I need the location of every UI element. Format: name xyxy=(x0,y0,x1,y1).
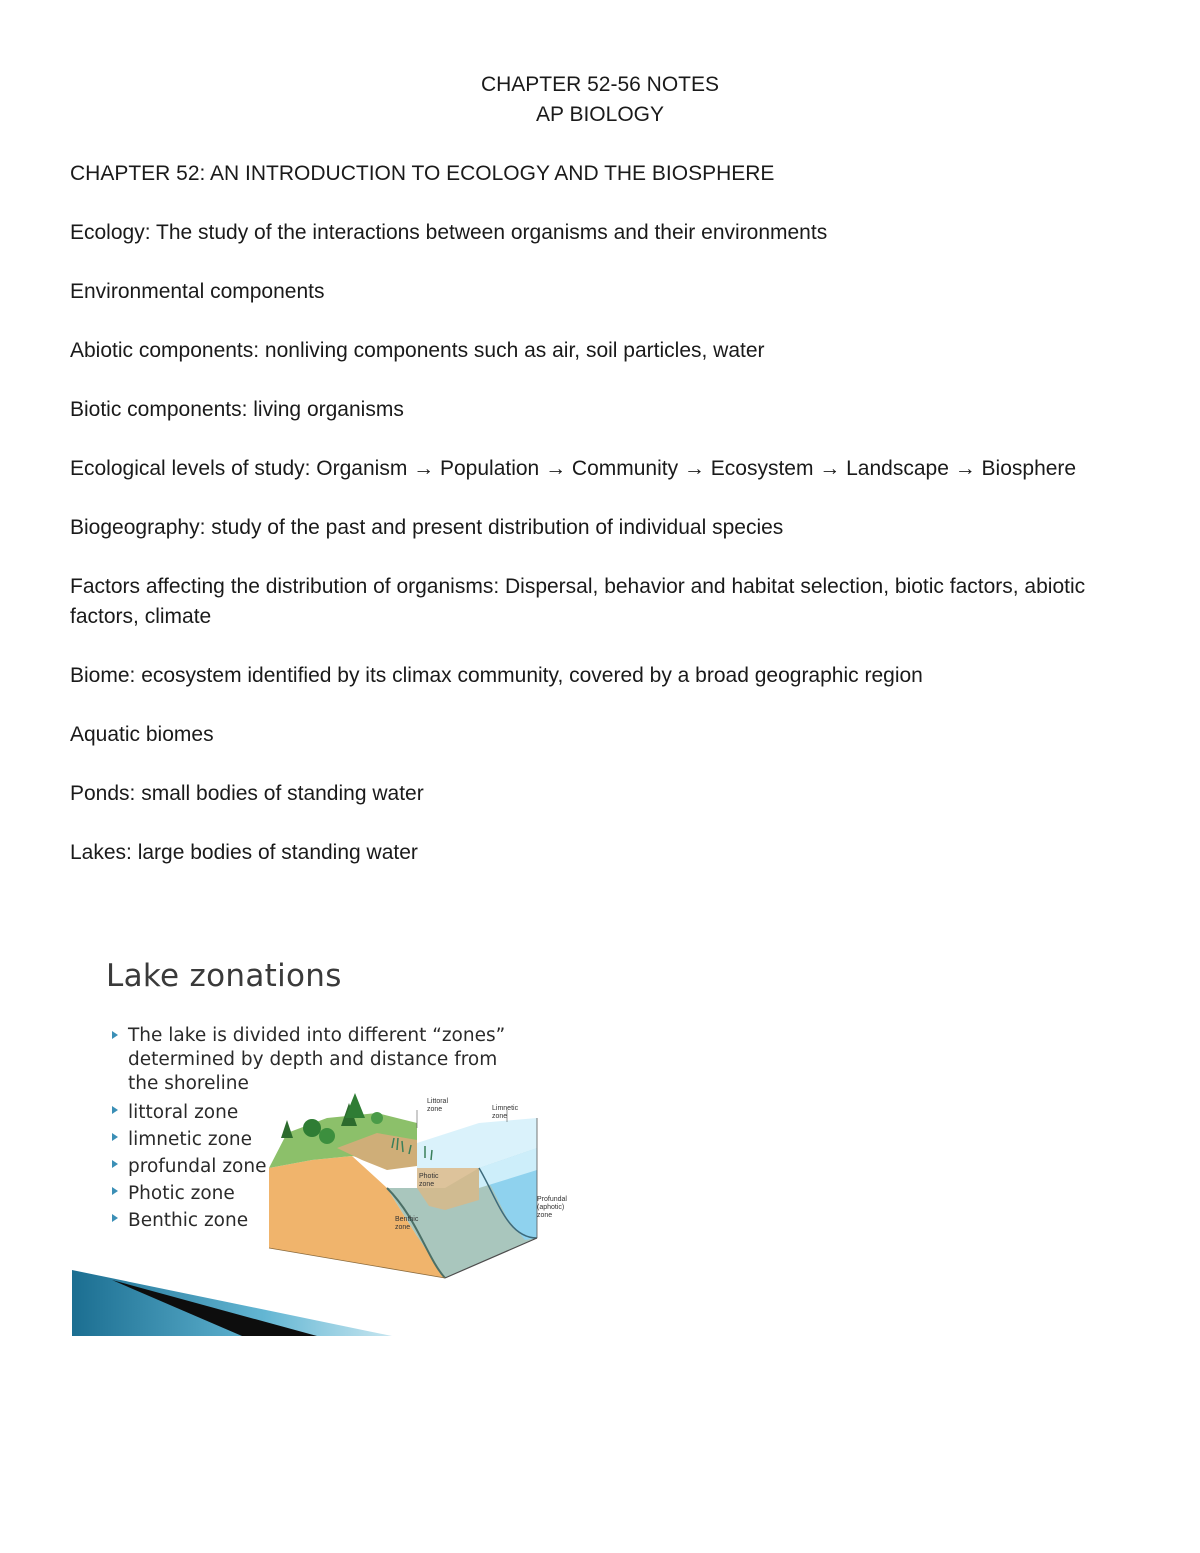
bullet-arrow-icon xyxy=(112,1031,118,1039)
note-biotic: Biotic components: living organisms xyxy=(70,398,404,421)
bullet-arrow-icon xyxy=(112,1160,118,1168)
label-littoral-zone-2: zone xyxy=(427,1106,443,1113)
document-subtitle: AP BIOLOGY xyxy=(536,103,664,126)
chapter-heading: CHAPTER 52: AN INTRODUCTION TO ECOLOGY AND THE BIOSPHERE xyxy=(70,162,775,185)
lake-cross-section-diagram xyxy=(267,1088,582,1288)
label-littoral-zone: Littoral xyxy=(427,1098,449,1105)
slide-decorative-swoosh xyxy=(72,1270,392,1336)
label-profundal-zone-3: zone xyxy=(537,1212,553,1219)
slide-bullet: The lake is divided into different “zones” determined by depth and distance from the shoreline xyxy=(110,1024,528,1096)
label-benthic-zone-2: zone xyxy=(395,1224,411,1231)
note-biogeography: Biogeography: study of the past and present distribution of individual species xyxy=(70,516,784,539)
note-biome: Biome: ecosystem identified by its climax community, covered by a broad geographic region xyxy=(70,663,923,687)
bullet-arrow-icon xyxy=(112,1133,118,1141)
note-ecological-levels: Ecological levels of study: Organism → Population → Community → Ecosystem → Landscape → Biosphere xyxy=(70,457,1077,480)
slide-bullet: profundal zone xyxy=(110,1153,528,1180)
document-title: CHAPTER 52-56 NOTES xyxy=(480,73,720,96)
note-ponds: Ponds: small bodies of standing water xyxy=(70,781,424,805)
note-environmental-components: Environmental components xyxy=(70,280,325,303)
note-aquatic-biomes: Aquatic biomes xyxy=(70,722,214,746)
label-benthic-zone: Benthic xyxy=(395,1216,419,1223)
label-photic-zone: Photic xyxy=(419,1173,439,1180)
label-profundal-zone: Profundal xyxy=(537,1196,567,1203)
note-lakes: Lakes: large bodies of standing water xyxy=(70,840,418,864)
label-photic-zone-2: zone xyxy=(419,1181,435,1188)
slide-bullet: Photic zone xyxy=(110,1180,528,1207)
note-distribution-factors: Factors affecting the distribution of organisms: Dispersal, behavior and habitat selection, biotic factors, abiotic factors, climate xyxy=(70,575,1086,628)
page-header xyxy=(0,70,1200,130)
label-profundal-zone-2: (aphotic) xyxy=(537,1204,565,1211)
bullet-arrow-icon xyxy=(112,1187,118,1195)
bullet-arrow-icon xyxy=(112,1214,118,1222)
label-limnetic-zone-2: zone xyxy=(492,1113,508,1120)
slide-bullet: littoral zone xyxy=(110,1099,528,1126)
slide-title: Lake zonations xyxy=(106,958,342,994)
label-limnetic-zone: Limnetic xyxy=(492,1105,519,1112)
slide-bullet: limnetic zone xyxy=(110,1126,528,1153)
notes-body xyxy=(70,159,1130,897)
note-abiotic: Abiotic components: nonliving components such as air, soil particles, water xyxy=(70,339,765,362)
note-ecology: Ecology: The study of the interactions between organisms and their environments xyxy=(70,221,828,244)
slide-bullet: Benthic zone xyxy=(110,1207,528,1234)
lake-zonations-slide xyxy=(72,950,592,1340)
bullet-arrow-icon xyxy=(112,1106,118,1114)
